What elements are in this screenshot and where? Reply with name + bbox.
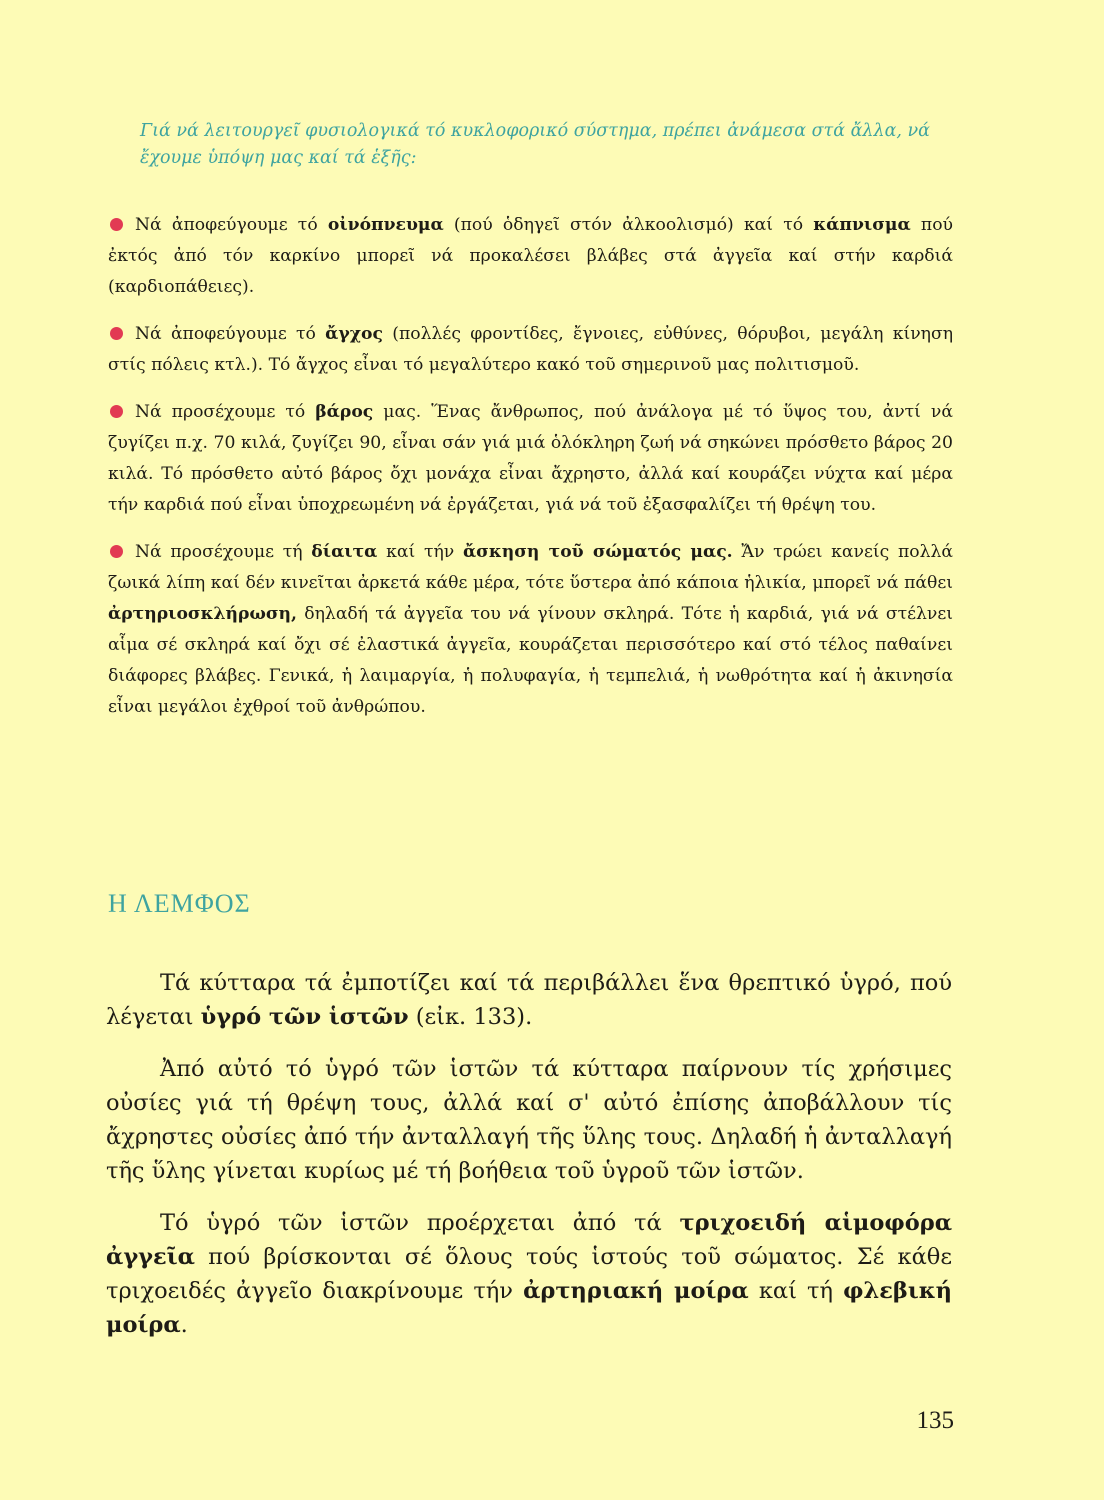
list-item: Νά προσέχουμε τό βάρος μας. Ἕνας ἄνθρωπος, πού ἀνάλογα μέ τό ὕψος του, ἀντί νά ζυγίζει π.χ. 70 κιλά, ζυγίζει 90, εἶναι σάν γιά μιά ὁλόκληρη ζωή νά σηκώνει πρόσθετο βάρος 20 κιλά. Τό πρόσθετο αὐτό βάρος ὄχι μονάχα εἶναι ἄχρηστο, ἀλλά καί κουράζει νύχτα καί μέρα τήν καρδιά πού εἶναι ὑποχρεωμένη νά ἐργάζεται, γιά νά τοῦ ἐξασφαλίζει τή θρέψη του.: [108, 402, 953, 515]
paragraph: Τό ὑγρό τῶν ἱστῶν προέρχεται ἀπό τά τριχοειδή αἱμοφόρα ἀγγεῖα πού βρίσκονται σέ ὅλους τούς ἱστούς τοῦ σώματος. Σέ κάθε τριχοειδές ἀγγεῖο διακρίνουμε τήν ἀρτηριακή μοίρα καί τή φλεβική μοίρα.: [106, 1210, 953, 1338]
section-heading: Η ΛΕΜΦΟΣ: [108, 889, 251, 918]
list-item: Νά προσέχουμε τή δίαιτα καί τήν ἄσκηση τοῦ σώματός μας. Ἄν τρώει κανείς πολλά ζωικά λίπη καί δέν κινεῖται ἀρκετά κάθε μέρα, τότε ὕστερα ἀπό κάποια ἡλικία, μπορεῖ νά πάθει ἀρτηριοσκλήρωση, δηλαδή τά ἀγγεῖα του νά γίνουν σκληρά. Τότε ἡ καρδιά, γιά νά στέλνει αἷμα σέ σκληρά καί ὄχι σέ ἐλαστικά ἀγγεῖα, κουράζεται περισσότερο καί στό τέλος παθαίνει διάφορες βλάβες. Γενικά, ἡ λαιμαργία, ἡ πολυφαγία, ἡ τεμπελιά, ἡ νωθρότητα καί ἡ ἀκινησία εἶναι μεγάλοι ἐχθροί τοῦ ἀνθρώπου.: [108, 542, 954, 717]
bullet-dot-icon: [110, 405, 123, 418]
section-body: [106, 966, 952, 1360]
bullet-list: [108, 210, 953, 739]
list-item: Νά ἀποφεύγουμε τό ἄγχος (πολλές φροντίδες, ἔγνοιες, εὐθύνες, θόρυβοι, μεγάλη κίνηση στίς πόλεις κτλ.). Τό ἄγχος εἶναι τό μεγαλύτερο κακό τοῦ σημερινοῦ μας πολιτισμοῦ.: [108, 324, 953, 375]
bullet-dot-icon: [110, 218, 123, 231]
page-number: 135: [916, 1407, 954, 1434]
bullet-dot-icon: [110, 327, 123, 340]
paragraph: Τά κύτταρα τά ἐμποτίζει καί τά περιβάλλει ἕνα θρεπτικό ὑγρό, πού λέγεται ὑγρό τῶν ἱστῶν (εἰκ. 133).: [106, 970, 952, 1030]
list-item: Νά ἀποφεύγουμε τό οἰνόπνευμα (πού ὁδηγεῖ στόν ἀλκοολισμό) καί τό κάπνισμα πού ἐκτός ἀπό τόν καρκίνο μπορεῖ νά προκαλέσει βλάβες στά ἀγγεῖα καί στήν καρδιά (καρδιοπάθειες).: [108, 215, 953, 297]
paragraph: Ἀπό αὐτό τό ὑγρό τῶν ἱστῶν τά κύτταρα παίρνουν τίς χρήσιμες οὐσίες γιά τή θρέψη τους, ἀλλά καί σ' αὐτό ἐπίσης ἀποβάλλουν τίς ἄχρηστες οὐσίες ἀπό τήν ἀνταλλαγή τῆς ὕλης τους. Δηλαδή ἡ ἀνταλλαγή τῆς ὕλης γίνεται κυρίως μέ τή βοήθεια τοῦ ὑγροῦ τῶν ἱστῶν.: [106, 1056, 952, 1184]
bullet-dot-icon: [110, 545, 123, 558]
intro-text: Γιά νά λειτουργεῖ φυσιολογικά τό κυκλοφορικό σύστημα, πρέπει ἀνάμεσα στά ἄλλα, νά ἔχουμε ὑπόψη μας καί τά ἑξῆς:: [140, 121, 930, 168]
